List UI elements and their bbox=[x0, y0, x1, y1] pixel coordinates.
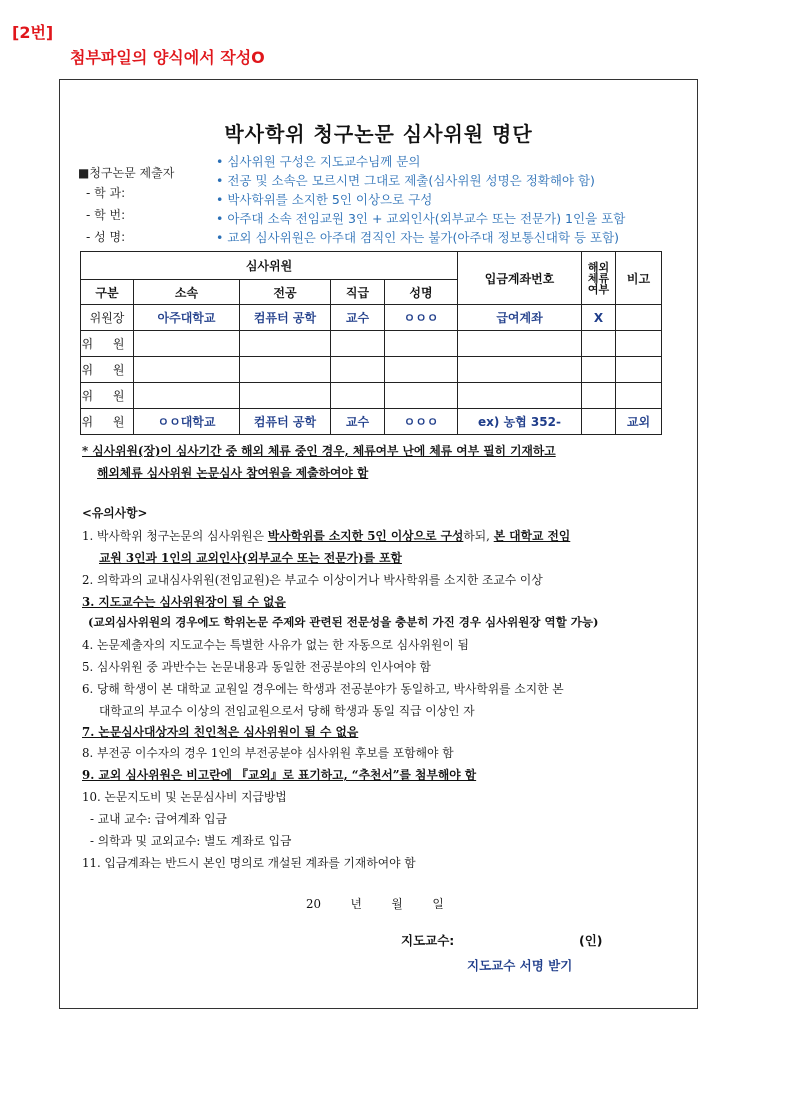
committee-table bbox=[80, 251, 662, 435]
col-note: 비고 bbox=[616, 252, 662, 305]
note-1-e: 교원 3인과 1인의 교외인사(외부교수 또는 전문가)를 포함 bbox=[99, 551, 402, 565]
table-row bbox=[81, 357, 662, 383]
row-note[interactable] bbox=[616, 357, 662, 383]
row-rank[interactable] bbox=[331, 357, 385, 383]
row-note[interactable] bbox=[616, 305, 662, 331]
table-row bbox=[81, 331, 662, 357]
table-row bbox=[81, 305, 662, 331]
note-11: 11. 입금계좌는 반드시 본인 명의로 개설된 계좌를 기재하여야 함 bbox=[82, 856, 416, 870]
note-1 bbox=[82, 527, 570, 544]
guidance-bullets bbox=[216, 152, 625, 247]
row-abroad[interactable] bbox=[582, 331, 616, 357]
bullet-1: • 심사위원 구성은 지도교수님께 문의 bbox=[216, 154, 421, 169]
asterisk-note-1: * 심사위원(장)이 심사기간 중 해외 체류 중인 경우, 체류여부 난에 체류 여부 필히 기재하고 bbox=[82, 444, 556, 458]
note-10-b: - 의학과 및 교외교수: 별도 계좌로 입금 bbox=[90, 834, 292, 848]
note-4: 4. 논문제출자의 지도교수는 특별한 사유가 없는 한 자동으로 심사위원이 됨 bbox=[82, 638, 469, 652]
date-year: 년 bbox=[350, 897, 362, 911]
col-affil: 소속 bbox=[134, 280, 240, 305]
note-3: 3. 지도교수는 심사위원장이 될 수 없음 bbox=[82, 595, 286, 609]
row-account[interactable]: 급여계좌 bbox=[458, 305, 582, 331]
col-abroad: 해외체류여부 bbox=[582, 252, 616, 305]
seal-mark: (인) bbox=[579, 933, 603, 948]
note-1-d: 본 대학교 전임 bbox=[493, 529, 571, 543]
row-rank[interactable] bbox=[331, 383, 385, 409]
row-note[interactable] bbox=[616, 383, 662, 409]
note-6-b: 대학교의 부교수 이상의 전임교원으로서 당해 학생과 동일 직급 이상인 자 bbox=[99, 704, 475, 718]
row-role: 위 원 bbox=[81, 357, 134, 383]
row-affil[interactable] bbox=[134, 331, 240, 357]
row-major[interactable]: 컴퓨터 공학 bbox=[240, 305, 331, 331]
row-abroad[interactable] bbox=[582, 357, 616, 383]
date-year-prefix: 20 bbox=[306, 897, 322, 911]
col-account: 입금계좌번호 bbox=[458, 252, 582, 305]
table-row bbox=[81, 383, 662, 409]
note-1-a: 1. 박사학위 청구논문의 심사위원은 bbox=[82, 529, 268, 543]
row-name[interactable] bbox=[385, 331, 458, 357]
row-abroad[interactable] bbox=[582, 409, 616, 435]
row-affil[interactable]: 아주대학교 bbox=[134, 305, 240, 331]
row-major[interactable] bbox=[240, 383, 331, 409]
row-account[interactable] bbox=[458, 383, 582, 409]
submitter-dept: - 학 과: bbox=[86, 186, 126, 200]
row-role: 위 원 bbox=[81, 331, 134, 357]
row-abroad[interactable]: X bbox=[582, 305, 616, 331]
row-note[interactable]: 교외 bbox=[616, 409, 662, 435]
row-rank[interactable]: 교수 bbox=[331, 409, 385, 435]
row-account[interactable]: ex) 농협 352- bbox=[458, 409, 582, 435]
note-6-a: 6. 당해 학생이 본 대학교 교원일 경우에는 학생과 전공분야가 동일하고, 박사학위를 소지한 본 bbox=[82, 682, 564, 696]
row-note[interactable] bbox=[616, 331, 662, 357]
note-10: 10. 논문지도비 및 논문심사비 지급방법 bbox=[82, 790, 287, 804]
note-7: 7. 논문심사대상자의 친인척은 심사위원이 될 수 없음 bbox=[82, 725, 359, 739]
row-rank[interactable]: 교수 bbox=[331, 305, 385, 331]
note-1-b: 박사학위를 소지한 5인 이상으로 구성 bbox=[267, 529, 464, 543]
submitter-header: ■청구논문 제출자 bbox=[78, 166, 175, 180]
row-affil[interactable] bbox=[134, 383, 240, 409]
bullet-4: • 아주대 소속 전임교원 3인 + 교외인사(외부교수 또는 전문가) 1인을 포함 bbox=[216, 211, 626, 226]
row-affil[interactable] bbox=[134, 357, 240, 383]
note-5: 5. 심사위원 중 과반수는 논문내용과 동일한 전공분야의 인사여야 함 bbox=[82, 660, 431, 674]
group-header: 심사위원 bbox=[81, 252, 458, 280]
table-row bbox=[81, 409, 662, 435]
row-name[interactable]: ㅇㅇㅇ bbox=[385, 305, 458, 331]
note-1-c: 하되, bbox=[463, 529, 494, 543]
row-role: 위 원 bbox=[81, 383, 134, 409]
submitter-name: - 성 명: bbox=[86, 230, 126, 244]
notes-header: <유의사항> bbox=[82, 506, 148, 520]
date-line bbox=[306, 895, 444, 912]
bullet-2: • 전공 및 소속은 모르시면 그대로 제출(심사위원 성명은 정확해야 함) bbox=[216, 173, 595, 188]
form-frame bbox=[59, 79, 698, 1009]
section-number: [2번] bbox=[12, 23, 54, 42]
sign-note: 지도교수 서명 받기 bbox=[467, 958, 573, 973]
advisor-label: 지도교수: bbox=[401, 933, 455, 948]
row-name[interactable] bbox=[385, 383, 458, 409]
row-account[interactable] bbox=[458, 357, 582, 383]
row-major[interactable]: 컴퓨터 공학 bbox=[240, 409, 331, 435]
row-major[interactable] bbox=[240, 357, 331, 383]
col-rank: 직급 bbox=[331, 280, 385, 305]
row-name[interactable] bbox=[385, 357, 458, 383]
row-rank[interactable] bbox=[331, 331, 385, 357]
row-affil[interactable]: ㅇㅇ대학교 bbox=[134, 409, 240, 435]
col-major: 전공 bbox=[240, 280, 331, 305]
col-name: 성명 bbox=[385, 280, 458, 305]
date-month: 월 bbox=[391, 897, 403, 911]
row-account[interactable] bbox=[458, 331, 582, 357]
bullet-5: • 교외 심사위원은 아주대 겸직인 자는 불가(아주대 정보통신대학 등 포함) bbox=[216, 230, 620, 245]
submitter-id: - 학 번: bbox=[86, 208, 126, 222]
asterisk-note-2: 해외체류 심사위원 논문심사 참여원을 제출하여야 함 bbox=[97, 466, 369, 480]
date-day: 일 bbox=[432, 897, 444, 911]
bullet-3: • 박사학위를 소지한 5인 이상으로 구성 bbox=[216, 192, 433, 207]
note-8: 8. 부전공 이수자의 경우 1인의 부전공분야 심사위원 후보를 포함해야 함 bbox=[82, 746, 454, 760]
instruction-text: 첨부파일의 양식에서 작성O bbox=[70, 48, 265, 67]
row-name[interactable]: ㅇㅇㅇ bbox=[385, 409, 458, 435]
row-abroad[interactable] bbox=[582, 383, 616, 409]
col-gubun: 구분 bbox=[81, 280, 134, 305]
row-role: 위 원 bbox=[81, 409, 134, 435]
row-role: 위원장 bbox=[81, 305, 134, 331]
note-10-a: - 교내 교수: 급여계좌 입금 bbox=[90, 812, 227, 826]
page-title: 박사학위 청구논문 심사위원 명단 bbox=[224, 122, 533, 146]
row-major[interactable] bbox=[240, 331, 331, 357]
note-2: 2. 의학과의 교내심사위원(전임교원)은 부교수 이상이거나 박사학위를 소지한 조교수 이상 bbox=[82, 573, 543, 587]
note-3-sub: (교외심사위원의 경우에도 학위논문 주제와 관련된 전문성을 충분히 가진 경우 심사위원장 역할 가능) bbox=[88, 615, 599, 629]
note-9: 9. 교외 심사위원은 비고란에 『교외』로 표기하고, “추천서”를 첨부해야 함 bbox=[82, 768, 477, 782]
